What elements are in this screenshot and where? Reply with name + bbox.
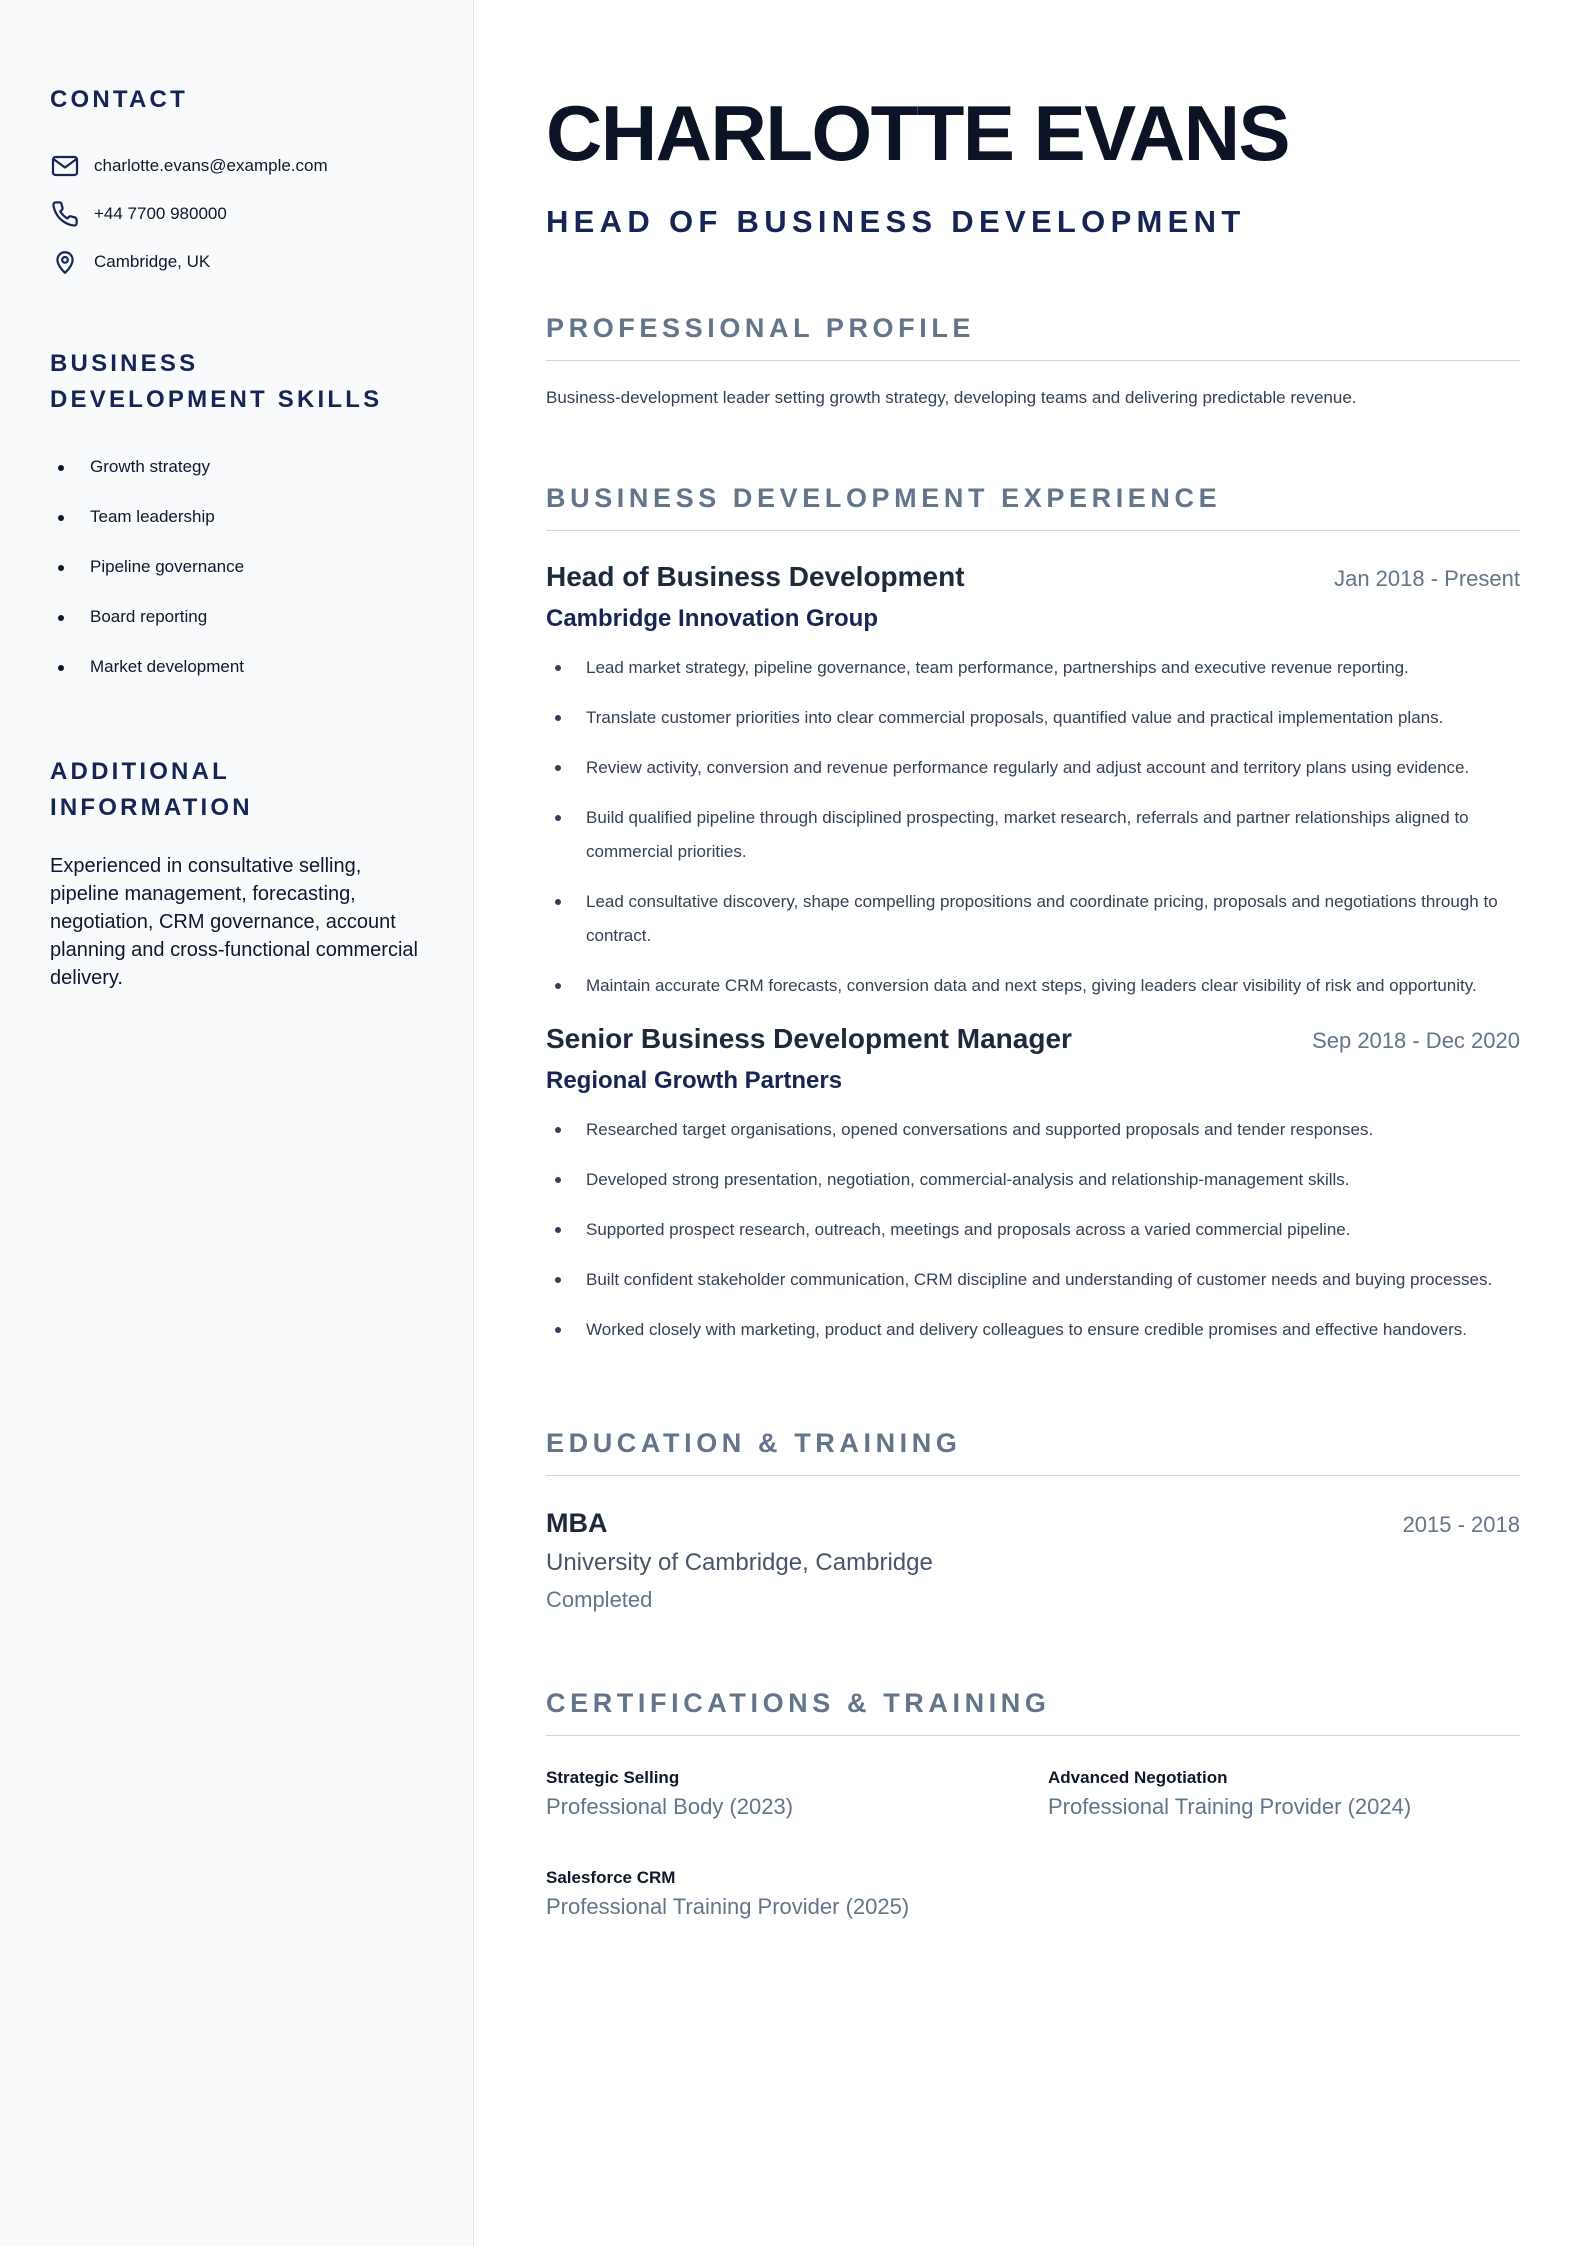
skills-list — [50, 442, 423, 692]
skill-item: Growth strategy — [50, 442, 423, 492]
job-bullet: Researched target organisations, opened conversations and supported proposals and tender responses. — [546, 1113, 1520, 1147]
certification-item — [546, 1768, 1018, 1820]
job-dates: Sep 2018 - Dec 2020 — [1312, 1028, 1520, 1053]
additional-info-text: Experienced in consultative selling, pipeline management, forecasting, negotiation, CRM governance, account planning and cross-functional commercial delivery. — [50, 855, 418, 989]
job-bullets — [546, 651, 1520, 1003]
contact-phone — [50, 190, 423, 238]
job-entry — [546, 561, 1520, 1003]
education-entry — [546, 1508, 1520, 1613]
certification-item — [1048, 1768, 1520, 1820]
certification-issuer: Professional Body (2023) — [546, 1794, 794, 1819]
contact-heading: CONTACT — [50, 86, 188, 113]
mail-icon — [50, 151, 80, 181]
education-section — [546, 1425, 1520, 1613]
main-content — [474, 0, 1588, 2246]
job-bullet: Translate customer priorities into clear commercial proposals, quantified value and practical implementation plans. — [546, 701, 1520, 735]
certification-name: Strategic Selling — [546, 1768, 680, 1787]
job-title: Head of Business Development — [546, 561, 965, 592]
education-school: University of Cambridge, Cambridge — [546, 1549, 933, 1576]
job-bullet: Built confident stakeholder communication, CRM discipline and understanding of customer needs and buying processes. — [546, 1263, 1520, 1297]
job-bullet: Lead market strategy, pipeline governance, team performance, partnerships and executive revenue reporting. — [546, 651, 1520, 685]
skill-item: Board reporting — [50, 592, 423, 642]
sidebar — [0, 0, 474, 2246]
candidate-role: HEAD OF BUSINESS DEVELOPMENT — [546, 204, 1246, 239]
job-header — [546, 1023, 1520, 1055]
certifications-grid — [546, 1768, 1520, 1920]
job-bullet: Supported prospect research, outreach, meetings and proposals across a varied commercial pipeline. — [546, 1213, 1520, 1247]
education-status: Completed — [546, 1587, 653, 1612]
phone-text[interactable]: +44 7700 980000 — [94, 204, 227, 223]
skill-item: Market development — [50, 642, 423, 692]
additional-info-heading: ADDITIONAL INFORMATION — [50, 758, 253, 821]
certifications-heading: CERTIFICATIONS & TRAINING — [546, 1685, 1520, 1736]
candidate-name: CHARLOTTE EVANS — [546, 89, 1290, 177]
job-bullets — [546, 1113, 1520, 1347]
skill-item: Team leadership — [50, 492, 423, 542]
profile-section — [546, 310, 1520, 410]
location-text: Cambridge, UK — [94, 252, 211, 271]
certifications-section — [546, 1685, 1520, 1920]
job-company: Cambridge Innovation Group — [546, 605, 879, 632]
skill-item: Pipeline governance — [50, 542, 423, 592]
contact-list — [50, 142, 423, 286]
certification-issuer: Professional Training Provider (2025) — [546, 1894, 910, 1919]
education-dates: 2015 - 2018 — [1402, 1512, 1520, 1537]
job-bullet: Build qualified pipeline through disciplined prospecting, market research, referrals and partner relationships aligned to commercial priorities. — [546, 801, 1520, 869]
profile-text: Business-development leader setting growth strategy, developing teams and delivering predictable revenue. — [546, 388, 1357, 407]
location-pin-icon — [50, 247, 80, 277]
certification-name: Salesforce CRM — [546, 1868, 676, 1887]
job-bullet: Lead consultative discovery, shape compelling propositions and coordinate pricing, proposals and negotiations through to contract. — [546, 885, 1520, 953]
job-bullet: Maintain accurate CRM forecasts, conversion data and next steps, giving leaders clear visibility of risk and opportunity. — [546, 969, 1520, 1003]
experience-section — [546, 480, 1520, 1347]
job-bullet: Review activity, conversion and revenue performance regularly and adjust account and territory plans using evidence. — [546, 751, 1520, 785]
job-company: Regional Growth Partners — [546, 1067, 843, 1094]
job-header — [546, 561, 1520, 593]
certification-name: Advanced Negotiation — [1048, 1768, 1228, 1787]
education-degree: MBA — [546, 1508, 608, 1538]
profile-heading: PROFESSIONAL PROFILE — [546, 310, 1520, 361]
job-bullet: Developed strong presentation, negotiation, commercial-analysis and relationship-management skills. — [546, 1163, 1520, 1197]
contact-email — [50, 142, 423, 190]
job-dates: Jan 2018 - Present — [1334, 566, 1520, 591]
job-title: Senior Business Development Manager — [546, 1023, 1072, 1054]
certification-item — [546, 1868, 1018, 1920]
education-header — [546, 1508, 1520, 1539]
skills-heading: BUSINESS DEVELOPMENT SKILLS — [50, 350, 383, 413]
certification-issuer: Professional Training Provider (2024) — [1048, 1794, 1412, 1819]
email-text[interactable]: charlotte.evans@example.com — [94, 156, 328, 175]
job-bullet: Worked closely with marketing, product and delivery colleagues to ensure credible promises and effective handovers. — [546, 1313, 1520, 1347]
phone-icon — [50, 199, 80, 229]
job-entry — [546, 1023, 1520, 1347]
experience-heading: BUSINESS DEVELOPMENT EXPERIENCE — [546, 480, 1520, 531]
education-heading: EDUCATION & TRAINING — [546, 1425, 1520, 1476]
contact-location — [50, 238, 423, 286]
